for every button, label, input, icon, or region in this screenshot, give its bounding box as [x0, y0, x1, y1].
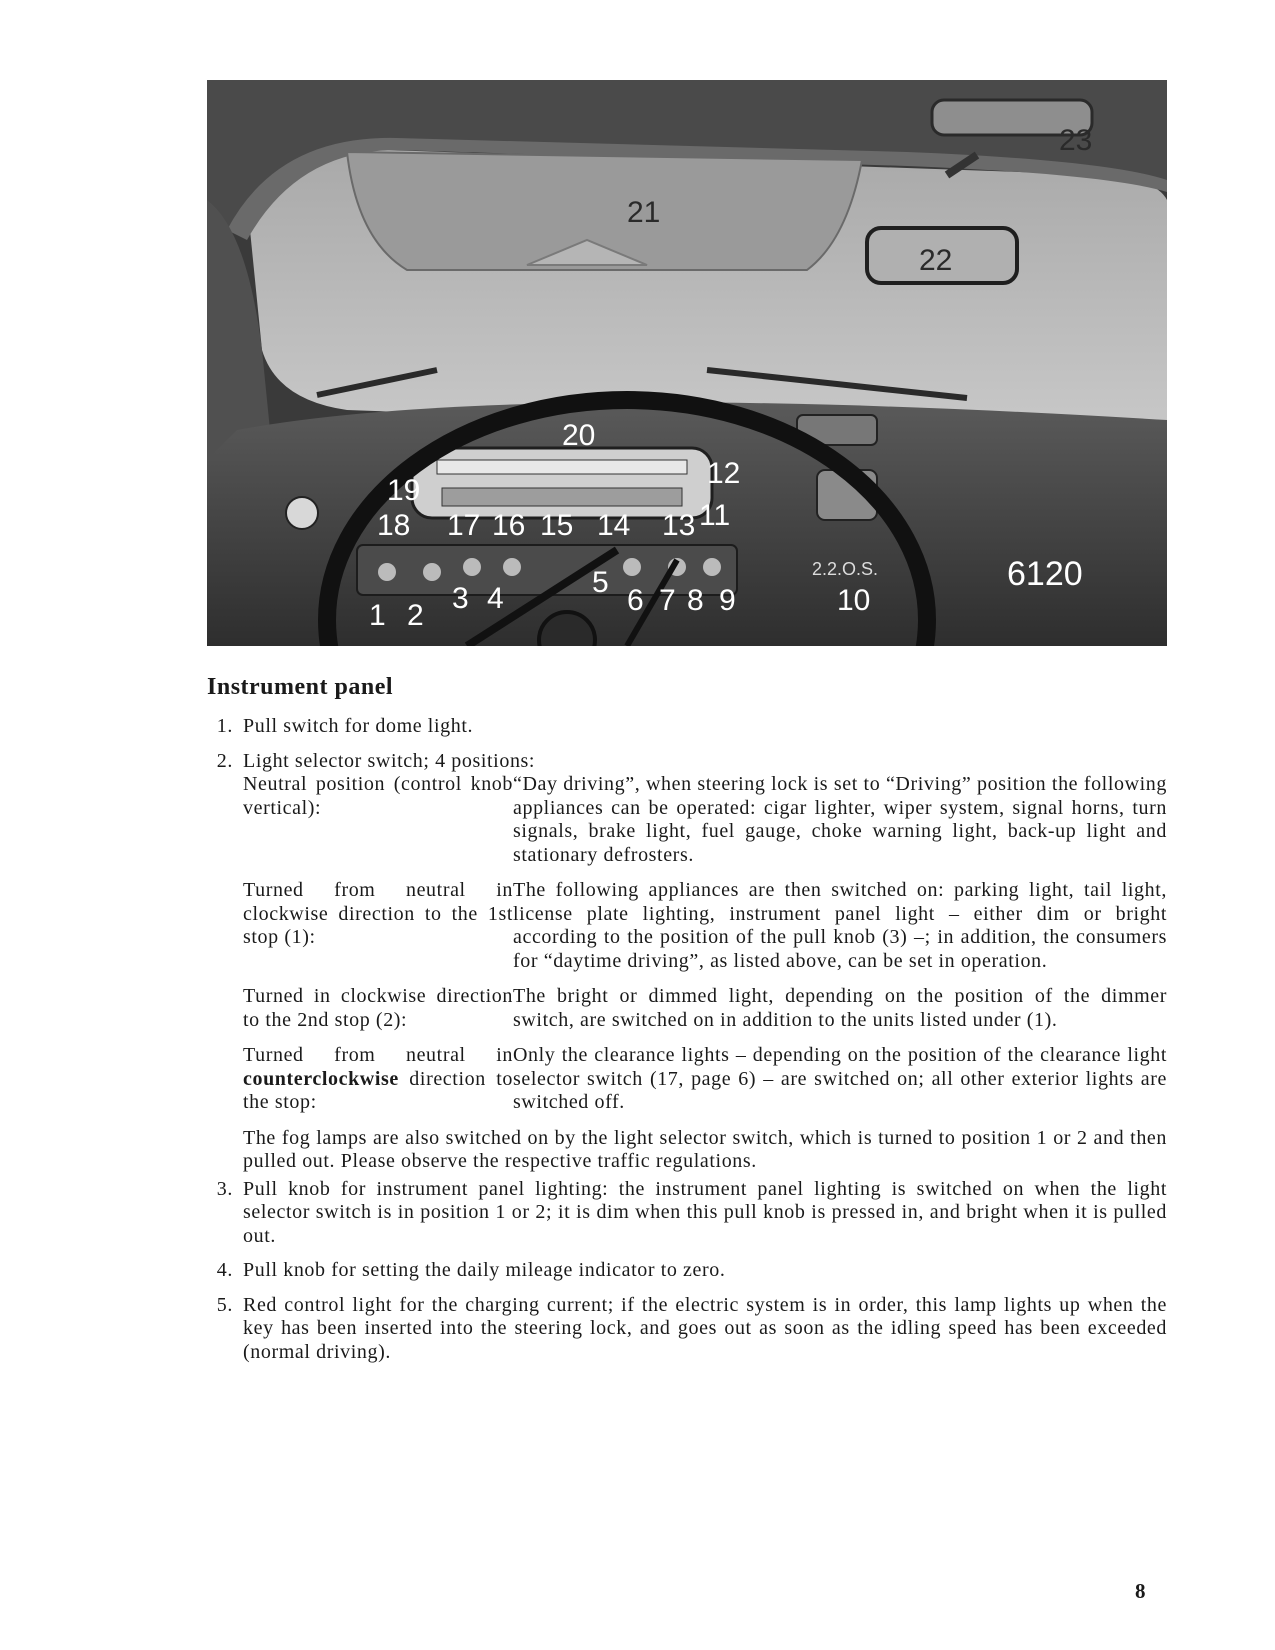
position-description: “Day driving”, when steering lock is set to “Driving” position the following appliances can be operated: cigar lighter, wiper system, signal horns, turn signals, brake light, fuel gauge, choke warning light, back-up light and stationary defrosters.	[513, 773, 1167, 866]
label-23: 23	[1059, 124, 1093, 157]
page-number: 8	[1135, 1579, 1146, 1603]
label-7: 7	[659, 584, 676, 617]
model-badge: 2.2.O.S.	[812, 559, 879, 579]
item-number: 2.	[216, 749, 233, 772]
condition-text: direction to the stop:	[243, 1067, 513, 1113]
label-8: 8	[687, 584, 704, 617]
label-21: 21	[627, 196, 661, 229]
position-condition: Turned from neutral in clockwise direction to the 1st stop (1):	[243, 879, 513, 948]
list-item-3	[207, 1178, 1167, 1249]
item-text: Light selector switch; 4 positions:	[243, 749, 536, 772]
position-description: Only the clearance lights – depending on the position of the clearance light selector switch (17, page 6) – are switched on; all other exterior lights are switched off.	[513, 1044, 1167, 1113]
position-condition: Turned in clockwise direction to the 2nd stop (2):	[243, 985, 513, 1031]
position-condition	[243, 1044, 513, 1115]
label-16: 16	[492, 509, 526, 542]
label-9: 9	[719, 584, 736, 617]
item-text: Red control light for the charging current; if the electric system is in order, this lamp lights up when the key has been inserted into the steering lock, and goes out as soon as the idling speed has been exceeded (normal driving).	[243, 1293, 1167, 1363]
list-item-2	[207, 750, 1167, 1174]
position-description: The following appliances are then switched on: parking light, tail light, license plate lighting, instrument panel light – either dim or bright according to the position of the pull knob (3) –; in addition, the consumers for “daytime driving”, as listed above, can be set in operation.	[513, 879, 1167, 972]
item-number: 1.	[216, 715, 233, 737]
label-12: 12	[707, 457, 741, 490]
label-15: 15	[540, 509, 574, 542]
label-6: 6	[627, 584, 644, 617]
label-14: 14	[597, 509, 631, 542]
label-4: 4	[487, 582, 504, 615]
list-item-4	[207, 1259, 1167, 1283]
condition-emphasis: counterclockwise	[243, 1067, 399, 1090]
item-text: Pull switch for dome light.	[243, 715, 474, 737]
label-13: 13	[662, 509, 696, 542]
item-text: Pull knob for instrument panel lighting: the instrument panel lighting is switched on when the light selector switch is in position 1 or 2; it is dim when this pull knob is pressed in, and bright when it is pulled out.	[243, 1177, 1167, 1247]
label-3: 3	[452, 582, 469, 615]
position-description: The bright or dimmed light, depending on the position of the dimmer switch, are switched on in addition to the units listed under (1).	[513, 985, 1167, 1031]
label-22: 22	[919, 244, 953, 277]
item-number: 5.	[216, 1293, 233, 1316]
condition-text: Turned from neutral in	[243, 1044, 513, 1066]
switch-positions-table	[243, 773, 1167, 1127]
list-item-1	[207, 715, 1167, 739]
item-number: 3.	[216, 1177, 233, 1200]
fog-lamp-note: The fog lamps are also switched on by the light selector switch, which is turned to position 1 or 2 and then pulled out. Please observe the respective traffic regulations.	[243, 1126, 1167, 1172]
item-number: 4.	[216, 1259, 233, 1281]
label-10: 10	[837, 584, 871, 617]
instrument-panel-list	[207, 715, 1167, 1375]
list-item-5	[207, 1294, 1167, 1365]
label-18: 18	[377, 509, 411, 542]
dashboard-illustration	[207, 80, 1167, 646]
photo-code: 6120	[1007, 555, 1083, 593]
label-19: 19	[387, 474, 421, 507]
label-1: 1	[369, 599, 386, 632]
item-text: Pull knob for setting the daily mileage indicator to zero.	[243, 1259, 726, 1281]
label-17: 17	[447, 509, 481, 542]
label-11: 11	[699, 499, 731, 532]
label-20: 20	[562, 419, 596, 452]
dashboard-photo	[207, 80, 1167, 646]
label-2: 2	[407, 599, 424, 632]
label-5: 5	[592, 566, 609, 599]
section-title: Instrument panel	[207, 674, 394, 700]
position-condition: Neutral position (control knob vertical):	[243, 773, 513, 819]
